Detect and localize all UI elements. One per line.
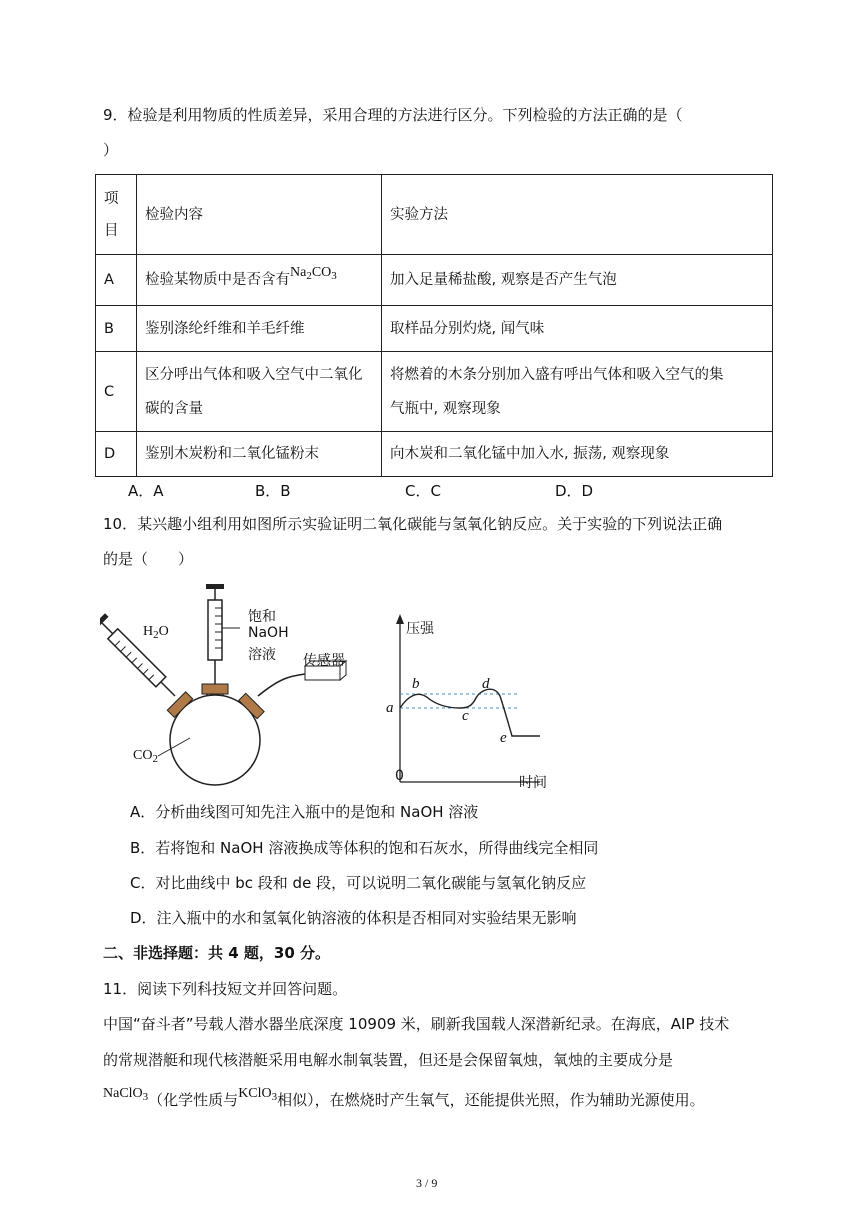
q11-para-line2: 的常规潜艇和现代核潜艇采用电解水制氧装置，但还是会保留氧烛，氧烛的主要成分是 (103, 1051, 674, 1069)
kclo3-formula (238, 1086, 277, 1101)
row-content: 鉴别木炭粉和二氧化锰粉末 (137, 432, 382, 477)
q10-option-c[interactable]: C．对比曲线中 bc 段和 de 段，可以说明二氧化碳能与氢氧化钠反应 (130, 874, 587, 892)
formula-part: NaClO (103, 1086, 143, 1101)
q11-para-line3 (103, 1086, 705, 1112)
row-content-line: 碳的含量 (145, 400, 203, 417)
row-method: 加入足量稀盐酸, 观察是否产生气泡 (382, 255, 773, 306)
co2-part: CO (133, 748, 153, 763)
q10-option-d[interactable]: D．注入瓶中的水和氢氧化钠溶液的体积是否相同对实验结果无影响 (130, 909, 577, 927)
table-row (96, 306, 773, 352)
syringe-h2o (100, 613, 181, 702)
row-content (137, 255, 382, 306)
pressure-curve (400, 689, 540, 736)
para-text: （化学性质与 (148, 1091, 239, 1109)
table-row (96, 255, 773, 306)
section-heading: 二、非选择题：共 4 题，30 分。 (103, 944, 330, 962)
point-d: d (482, 676, 490, 692)
label-naoh-l3: 溶液 (248, 647, 276, 663)
stopper-middle (202, 684, 228, 694)
label-h2o (143, 624, 169, 640)
row-item: C (96, 352, 137, 432)
table-header-row (96, 175, 773, 255)
row-item: B (96, 306, 137, 352)
apparatus-figure (100, 578, 370, 798)
q9-stem-close: ） (103, 141, 119, 159)
header-content: 检验内容 (137, 175, 382, 255)
stopper-left (167, 692, 192, 717)
q9-option-a[interactable]: A．A (128, 482, 164, 500)
naclo3-formula (103, 1086, 148, 1101)
point-a: a (386, 700, 394, 716)
h2o-sub: 2 (153, 629, 159, 641)
table-row (96, 432, 773, 477)
q10-option-a[interactable]: A．分析曲线图可知先注入瓶中的是饱和 NaOH 溶液 (130, 803, 479, 821)
header-item (96, 175, 137, 255)
formula-sub: 3 (271, 1091, 278, 1103)
syringe-naoh (206, 584, 240, 684)
h2o-part: O (158, 624, 169, 639)
q9-stem: 9．检验是利用物质的性质差异，采用合理的方法进行区分。下列检验的方法正确的是（ (103, 106, 683, 124)
q9-option-d[interactable]: D．D (555, 482, 594, 500)
row-method: 取样品分别灼烧, 闻气味 (382, 306, 773, 352)
row-content (137, 352, 382, 432)
row-content: 鉴别涤纶纤维和羊毛纤维 (137, 306, 382, 352)
q10-option-b[interactable]: B．若将饱和 NaOH 溶液换成等体积的饱和石灰水，所得曲线完全相同 (130, 839, 599, 857)
formula-part: Na (290, 264, 307, 280)
q11-stem: 11．阅读下列科技短文并回答问题。 (103, 980, 348, 998)
row-item: A (96, 255, 137, 306)
row-item: D (96, 432, 137, 477)
graph-origin: 0 (395, 768, 404, 784)
point-c: c (462, 708, 469, 724)
q9-option-c[interactable]: C．C (405, 482, 441, 500)
stopper-right (239, 693, 264, 718)
q9-table (95, 174, 773, 477)
h2o-part: H (143, 624, 154, 639)
graph-ylabel: 压强 (406, 621, 434, 637)
row-content-text: 检验某物质中是否含有 (145, 271, 290, 288)
row-method (382, 352, 773, 432)
label-sensor: 传感器 (303, 653, 345, 669)
formula-part: KClO (238, 1086, 272, 1101)
graph-xlabel: 时间 (519, 775, 547, 791)
formula-sub: 3 (142, 1091, 149, 1103)
point-e: e (500, 730, 507, 746)
row-content-line: 区分呼出气体和吸入空气中二氧化 (145, 366, 363, 383)
sensor-tube (258, 674, 305, 696)
label-naoh-l1: 饱和 (248, 609, 276, 625)
label-co2 (133, 748, 158, 764)
q10-stem-line2: 的是（ ） (103, 550, 194, 568)
point-b: b (412, 676, 420, 692)
header-item-text: 项目 (104, 190, 119, 239)
row-method: 向木炭和二氧化锰中加入水, 振荡, 观察现象 (382, 432, 773, 477)
label-naoh-l2: NaOH (248, 625, 289, 641)
row-method-line: 将燃着的木条分别加入盛有呼出气体和吸入空气的集 (390, 366, 724, 383)
q10-stem-line1: 10．某兴趣小组利用如图所示实验证明二氧化碳能与氢氧化钠反应。关于实验的下列说法正确 (103, 515, 723, 533)
page-number: 3 / 9 (416, 1176, 438, 1190)
co2-sub: 2 (152, 753, 158, 765)
row-method-line: 气瓶中, 观察现象 (390, 400, 501, 417)
na2co3-formula (290, 265, 337, 280)
header-method: 实验方法 (382, 175, 773, 255)
table-row (96, 352, 773, 432)
q9-option-b[interactable]: B．B (255, 482, 291, 500)
formula-part: CO (311, 264, 332, 280)
formula-sub: 3 (331, 269, 337, 282)
para-text: 相似），在燃烧时产生氧气，还能提供光照，作为辅助光源使用。 (277, 1091, 705, 1109)
q11-para-line1: 中国“奋斗者”号载人潜水器坐底深度 10909 米，刷新我国载人深潜新纪录。在海底，AIP 技术 (103, 1015, 730, 1033)
formula-sub: 2 (306, 269, 312, 282)
